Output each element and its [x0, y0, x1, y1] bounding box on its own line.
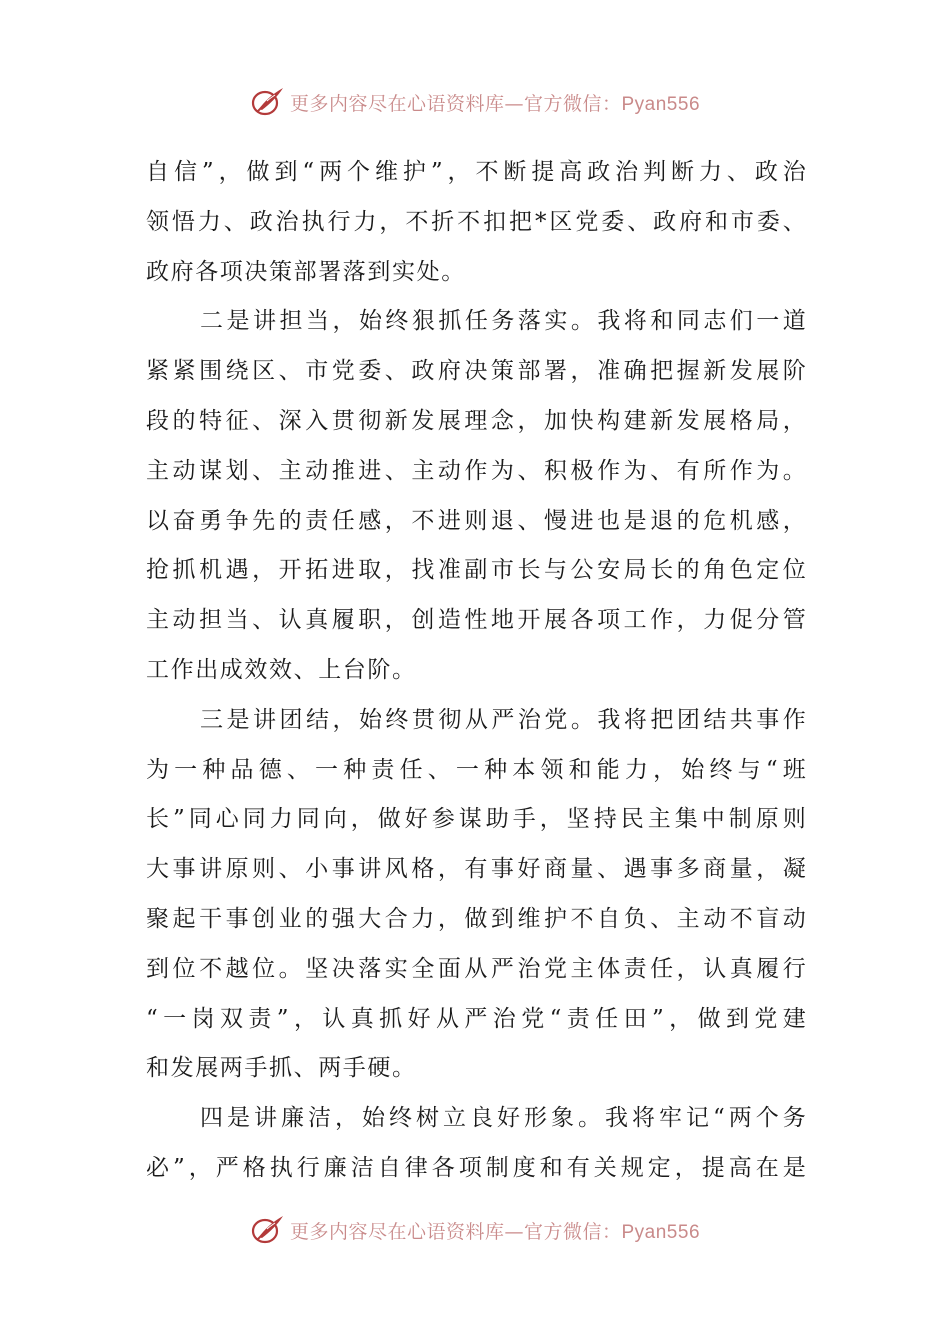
footer-banner-text: 更多内容尽在心语资料库—官方微信：Pyan556	[289, 1220, 701, 1243]
quill-logo-icon	[250, 1212, 286, 1248]
body-line: “一岗双责”，认真抓好从严治党“责任田”，做到党建	[146, 1005, 806, 1032]
header-banner-content	[250, 84, 700, 120]
header-banner	[0, 82, 950, 122]
header-banner-text: 更多内容尽在心语资料库—官方微信：Pyan556	[289, 92, 701, 115]
document-body	[146, 148, 806, 1194]
body-line: 政府各项决策部署落到实处。	[146, 258, 466, 285]
footer-banner-content	[250, 1212, 700, 1248]
body-line: 四是讲廉洁，始终树立良好形象。我将牢记“两个务	[200, 1105, 806, 1132]
body-line: 以奋勇争先的责任感，不进则退、慢进也是退的危机感，	[146, 507, 806, 534]
body-line: 二是讲担当，始终狠抓任务落实。我将和同志们一道	[200, 308, 806, 335]
body-line: 必”，严格执行廉洁自律各项制度和有关规定，提高在是	[146, 1154, 806, 1181]
body-line: 和发展两手抓、两手硬。	[146, 1055, 417, 1082]
header-wechat-id: Pyan556	[621, 93, 701, 115]
body-line: 为一种品德、一种责任、一种本领和能力，始终与“班	[146, 756, 806, 783]
quill-logo-icon	[250, 84, 286, 120]
body-line: 大事讲原则、小事讲风格，有事好商量、遇事多商量，凝	[146, 856, 806, 883]
body-line: 领悟力、政治执行力，不折不扣把*区党委、政府和市委、	[146, 208, 806, 235]
body-line: 主动谋划、主动推进、主动作为、积极作为、有所作为。	[146, 457, 806, 484]
footer-wechat-id: Pyan556	[621, 1221, 701, 1243]
body-line: 三是讲团结，始终贯彻从严治党。我将把团结共事作	[200, 706, 806, 733]
body-line: 紧紧围绕区、市党委、政府决策部署，准确把握新发展阶	[146, 358, 806, 385]
footer-banner	[0, 1210, 950, 1250]
body-line: 抢抓机遇，开拓进取，找准副市长与公安局长的角色定位	[146, 557, 806, 584]
body-line: 自信”，做到“两个维护”，不断提高政治判断力、政治	[146, 159, 806, 185]
body-line: 工作出成效效、上台阶。	[146, 656, 417, 683]
body-line: 长”同心同力同向，做好参谋助手，坚持民主集中制原则	[146, 806, 806, 833]
body-line: 到位不越位。坚决落实全面从严治党主体责任，认真履行	[146, 955, 806, 982]
body-line: 主动担当、认真履职，创造性地开展各项工作，力促分管	[146, 607, 806, 634]
body-line: 段的特征、深入贯彻新发展理念，加快构建新发展格局，	[146, 407, 806, 434]
body-line: 聚起干事创业的强大合力，做到维护不自负、主动不盲动	[146, 905, 806, 932]
